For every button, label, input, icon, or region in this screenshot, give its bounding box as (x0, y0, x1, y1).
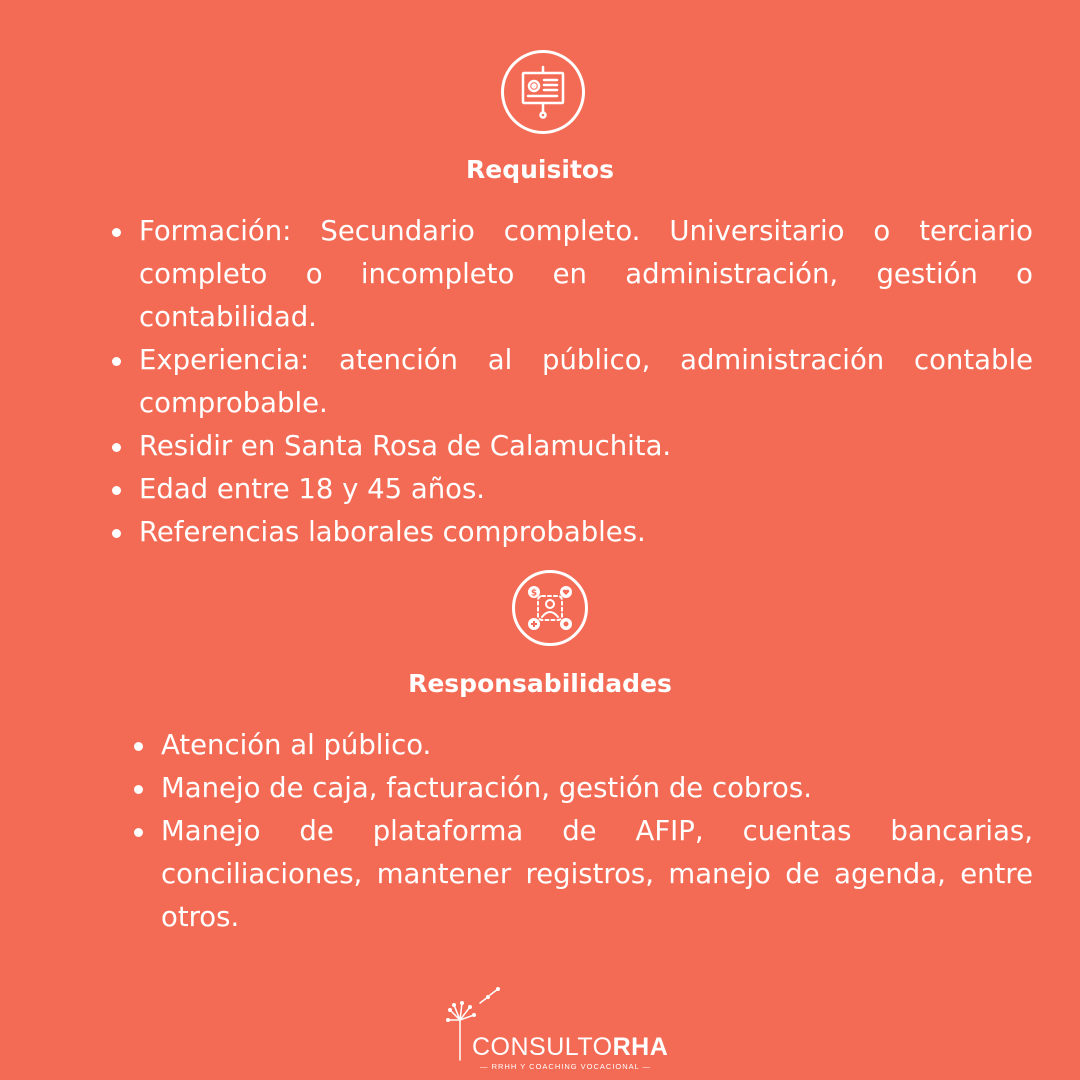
brand-name-bold: RHA (612, 1033, 669, 1061)
list-item: Atención al público. (161, 724, 1033, 767)
list-item: Manejo de plataforma de AFIP, cuentas bancarias, conciliaciones, mantener registros, manejo de agenda, entre otros. (161, 810, 1033, 939)
section-title-responsabilidades: Responsabilidades (408, 669, 672, 698)
list-item: Edad entre 18 y 45 años. (139, 468, 1033, 511)
list-item: Manejo de caja, facturación, gestión de cobros. (161, 767, 1033, 810)
list-item: Residir en Santa Rosa de Calamuchita. (139, 425, 1033, 468)
responsabilidades-list (161, 724, 1033, 939)
brand-name-light: CONSULTO (472, 1033, 613, 1061)
list-item: Experiencia: atención al público, administración contable comprobable. (139, 339, 1033, 425)
svg-text:$: $ (530, 588, 538, 599)
person-network-icon (512, 570, 588, 646)
presentation-board-icon (501, 50, 585, 134)
list-item: Referencias laborales comprobables. (139, 511, 1033, 554)
list-item: Formación: Secundario completo. Universitario o terciario completo o incompleto en administración, gestión o contabilidad. (139, 210, 1033, 339)
section-title-requisitos: Requisitos (466, 155, 614, 184)
brand-logo (472, 1033, 668, 1062)
brand-tagline: — RRHH Y COACHING VOCACIONAL — (480, 1062, 652, 1071)
requisitos-list (139, 210, 1033, 554)
